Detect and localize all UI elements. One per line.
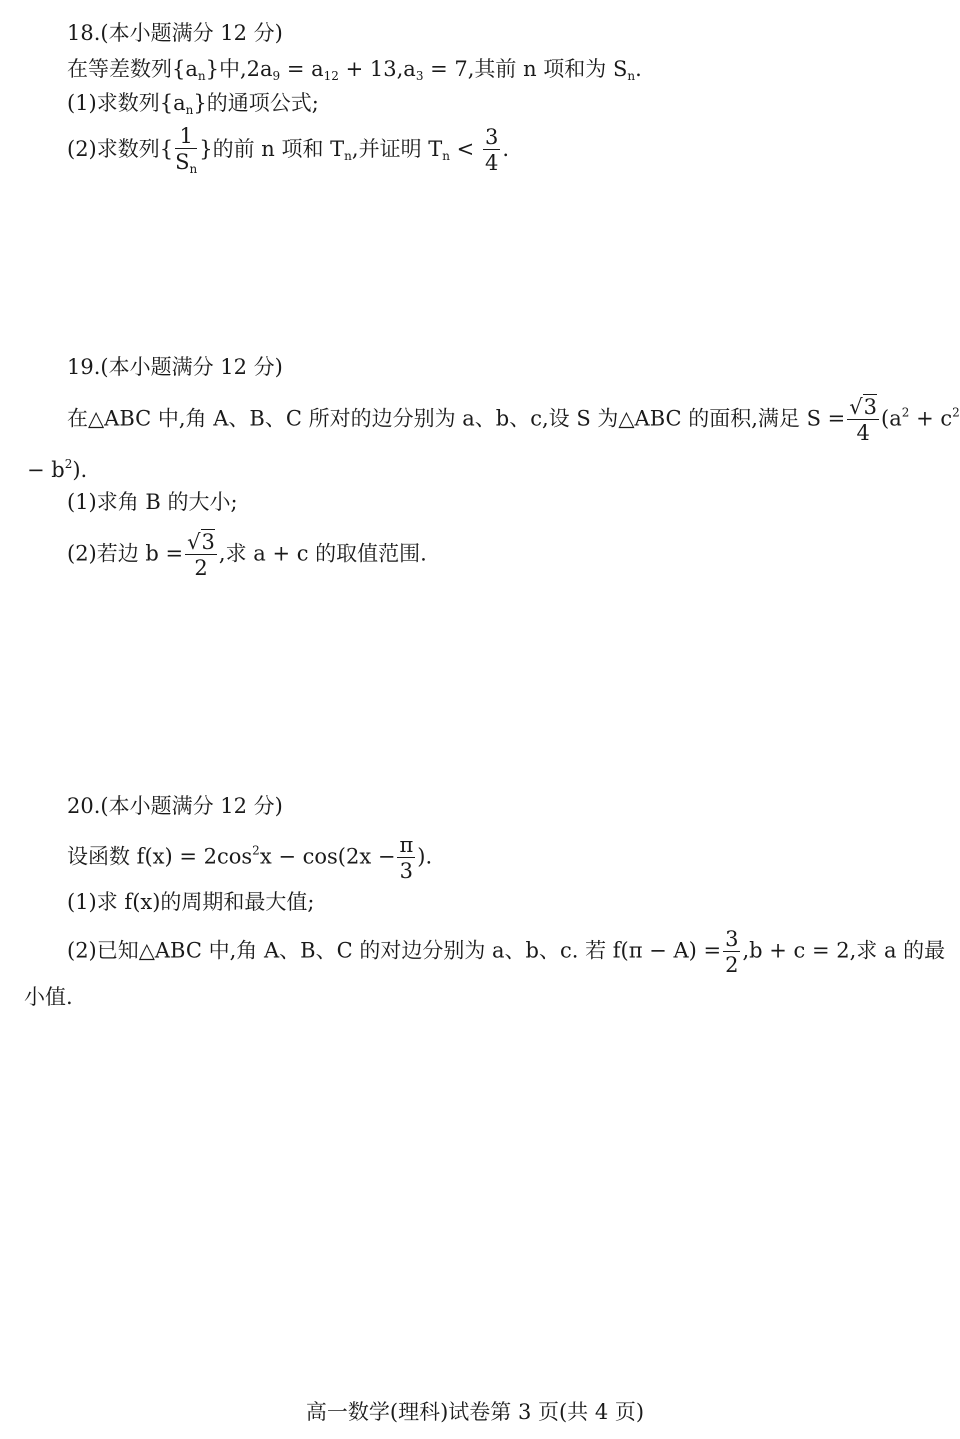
q20-fraction-pi-over-3 [397,834,415,882]
q18-fraction-3-over-4 [483,126,500,174]
q19-stem-sup-2: 2 [952,405,960,420]
q18-part1-text-b: }的通项公式; [193,91,319,115]
q18-frac-den-text: S [175,150,190,175]
page-footer: 高一数学(理科)试卷第 3 页(共 4 页) [305,1400,645,1424]
q18-stem-sub-d: 3 [415,69,424,83]
q18-stem-sub-e: n [627,69,636,83]
q20-part2-text-b: ,b + c = 2,求 a 的最 [742,938,946,963]
q19-stem-text-e: ). [72,458,88,482]
q19-part2 [67,531,427,579]
q20-frac-num: π [399,833,414,857]
q20-stem-text-b: x − cos(2x − [259,844,396,869]
q20-title: 20.(本小题满分 12 分) [67,794,283,818]
q19-stem-text-d: − b [27,458,65,482]
q18-frac-den-sub: n [189,162,198,177]
q19-stem-sup-3: 2 [64,457,73,471]
q20-stem-sup: 2 [252,843,260,858]
q18-part1-sub: n [185,103,194,117]
q18-stem-text-e: = 7,其前 n 项和为 S [423,57,628,81]
q18-part2 [67,125,509,176]
q20-stem-text-c: ). [417,844,433,869]
q18-part2-text-c: ,并证明 T [351,136,443,161]
q18-frac-den [175,149,197,176]
q18-frac2-den: 4 [484,151,499,176]
q19-stem-text-b: (a [881,406,902,431]
q18-frac-num: 1 [175,125,197,149]
q18-stem-sub-c: 12 [323,69,339,83]
q19-p2-frac-num-radicand: 3 [201,530,215,554]
q18-part2-sub2: n [442,148,450,163]
q18-frac2-num: 3 [484,125,499,150]
q20-p2-frac-den: 2 [725,953,739,978]
q19-stem-sup-1: 2 [901,405,910,420]
q20-stem-text-a: 设函数 f(x) = 2cos [67,844,253,869]
q18-part1 [67,93,319,116]
q20-part2 [67,928,945,976]
q19-stem-text-c: + c [909,406,953,431]
q19-frac-den: 4 [856,421,870,446]
q18-part2-text-e: . [502,136,509,161]
q20-frac-den: 3 [399,859,414,884]
q18-stem-text-f: . [635,57,642,81]
q20-fraction-3-over-2 [723,928,740,976]
q19-stem-cont [27,458,87,481]
q19-part2-text-a: (2)若边 b = [67,541,184,566]
q20-part2-text-a: (2)已知△ABC 中,角 A、B、C 的对边分别为 a、b、c. 若 f(π − A) = [67,938,722,963]
q19-frac-num: √3 [849,395,878,419]
q18-stem-text-a: 在等差数列{a [67,57,198,81]
q18-stem-text-d: + 13,a [338,57,416,81]
q18-part2-sub: n [344,148,352,163]
q19-p2-frac-den: 2 [194,556,208,581]
q18-part2-text-a: (2)求数列{ [67,136,174,161]
q19-stem [67,396,960,444]
q18-stem-sub-a: n [197,69,206,83]
q18-part2-text-d: < [449,136,481,161]
q18-part2-text-b: }的前 n 项和 T [199,136,345,161]
q19-p2-frac-num: √3 [187,530,215,554]
q20-p2-frac-num: 3 [725,927,739,951]
q20-part1: (1)求 f(x)的周期和最大值; [67,890,315,914]
q18-part1-text-a: (1)求数列{a [67,91,186,115]
q18-fraction-1-over-sn [175,125,197,176]
q19-part1: (1)求角 B 的大小; [67,490,238,514]
q18-title: 18.(本小题满分 12 分) [67,21,283,45]
q19-part2-text-b: ,求 a + c 的取值范围. [218,541,427,566]
q19-stem-text-a: 在△ABC 中,角 A、B、C 所对的边分别为 a、b、c,设 S 为△ABC 的面积,满足 S = [67,406,846,431]
q20-stem [67,834,432,882]
q19-fraction-sqrt3-over-4 [847,396,879,444]
q18-stem-sub-b: 9 [272,69,281,83]
q19-frac-num-radicand: 3 [863,395,878,419]
q19-fraction-sqrt3-over-2 [185,531,217,579]
q19-title: 19.(本小题满分 12 分) [67,355,283,379]
q18-stem [67,59,642,82]
q20-part2-cont: 小值. [24,985,73,1009]
q18-stem-text-b: }中,2a [205,57,273,81]
q18-stem-text-c: = a [280,57,324,81]
